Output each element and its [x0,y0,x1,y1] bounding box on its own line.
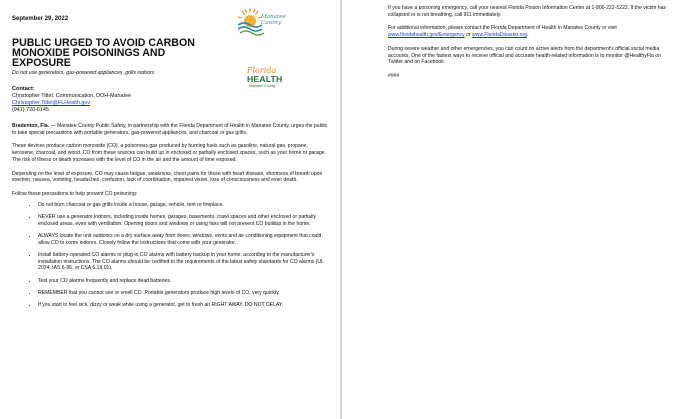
list-item: • REMEMBER that you cannot see or smell CO. Portable generators produce high levels of CO, very quickly. [38,290,328,297]
health-wordmark: HEALTH [247,74,283,84]
info-mid: or [464,32,473,39]
florida-health-logo [245,62,283,92]
contact-email-link[interactable]: Christopher.Tittel@FLHealth.gov [12,100,91,106]
list-item: • Test your CO alarms frequently and replace dead batteries. [38,278,328,285]
headline: PUBLIC URGED TO AVOID CARBON MONOXIDE POISONINGS AND EXPOSURE [12,37,195,69]
list-item: • NEVER use a generator indoors, including inside homes, garages, basements, crawl spaces and other enclosed or partially enclosed areas, even with ventilation. Opening doors and windows or using fans will not prevent CO buildup in the home. [38,214,328,227]
list-item: • ALWAYS locate the unit outdoors on a dry surface away from doors, windows, vents and air conditioning equipment that could allow CO to come indoors. Closely follow the instructions that come with your generator. [38,233,328,246]
subheadline: Do not use generators, gas-powered appliances, grills indoors [12,70,155,76]
list-item: • Do not burn charcoal or gas grills inside a house, garage, vehicle, tent or fireplace. [38,202,328,209]
manatee-logo-text: Manatee County [261,14,286,26]
dateline: Bradenton, Fla. [12,123,50,129]
info-prefix: For additional information, please contact the Florida Department of Health in Manatee County or visit [388,25,617,32]
contact-phone: (941) 720-6145 [12,107,49,113]
precautions-intro: Follow these precautions to help prevent CO poisoning: [12,190,138,197]
social-alerts-paragraph: During severe weather and other emergencies, you can count on active alerts from the department's official social media accounts. One of the fastest ways to receive official and accurate health-related information is to monitor @HealthyFla on Twitter and on Facebook. [388,45,661,66]
florida-wordmark: Florida [247,66,277,75]
info-suffix: . [527,32,529,39]
manatee-county-logo [234,6,292,38]
release-date: September 29, 2022 [12,16,69,22]
intro-paragraph [12,123,328,136]
poison-center-paragraph: If you have a poisoning emergency, call your nearest Florida Poison Information Center at 1-800-222-1222. If the victim has collapsed or is not breathing, call 911 immediately. [388,5,666,18]
additional-info-paragraph [388,25,666,38]
list-item: • Install battery-operated CO alarms or plug-in CO alarms with battery backup in your home, according to the manufacturer's installation instructions. The CO alarms should be certified to the requirements of the latest safety standards for CO alarms (UL 2034, IAS 6-96, or CSA 6.19.01). [38,252,328,272]
floridahealth-emergency-link[interactable]: www.floridahealth.gov/Emergency [388,32,465,39]
devices-paragraph: These devices produce carbon monoxide (CO), a poisonous gas produced by burning fuels such as gasoline, natural gas, propane, kerosene, charcoal, and wood. CO from these sources can build up in enclosed or partially enclosed spaces, such as your home or garage. The risk of illness or death increases with the level of CO in the air and the amount of time exposed. [12,143,327,163]
end-mark: #### [388,72,400,79]
floridadisaster-link[interactable]: www.FloridaDisaster.org [472,32,528,39]
list-item: • If you start to feel sick, dizzy or weak while using a generator, get to fresh air RIGHT AWAY. DO NOT DELAY. [38,302,328,309]
contact-name: Christopher Tittel, Communication, DOH-Manatee [12,93,131,99]
contact-label: Contact: [12,86,35,92]
precautions-list [12,202,328,309]
document-page-right [342,0,680,419]
intro-text: — Manatee County Public Safety, in partnership with the Florida Department of Health in Manatee County, urges the public to take special precautions with portable generators, gas-powered appliances, and charcoal or gas grills. [12,123,328,136]
health-county-wordmark: Manatee County [249,84,276,88]
symptoms-paragraph: Depending on the level of exposure, CO may cause fatigue, weakness, chest pains for those with heart disease, shortness of breath upon exertion, nausea, vomiting, headaches, confusion, lack of coordination, impaired vision, loss of consciousness and even death. [12,170,323,184]
